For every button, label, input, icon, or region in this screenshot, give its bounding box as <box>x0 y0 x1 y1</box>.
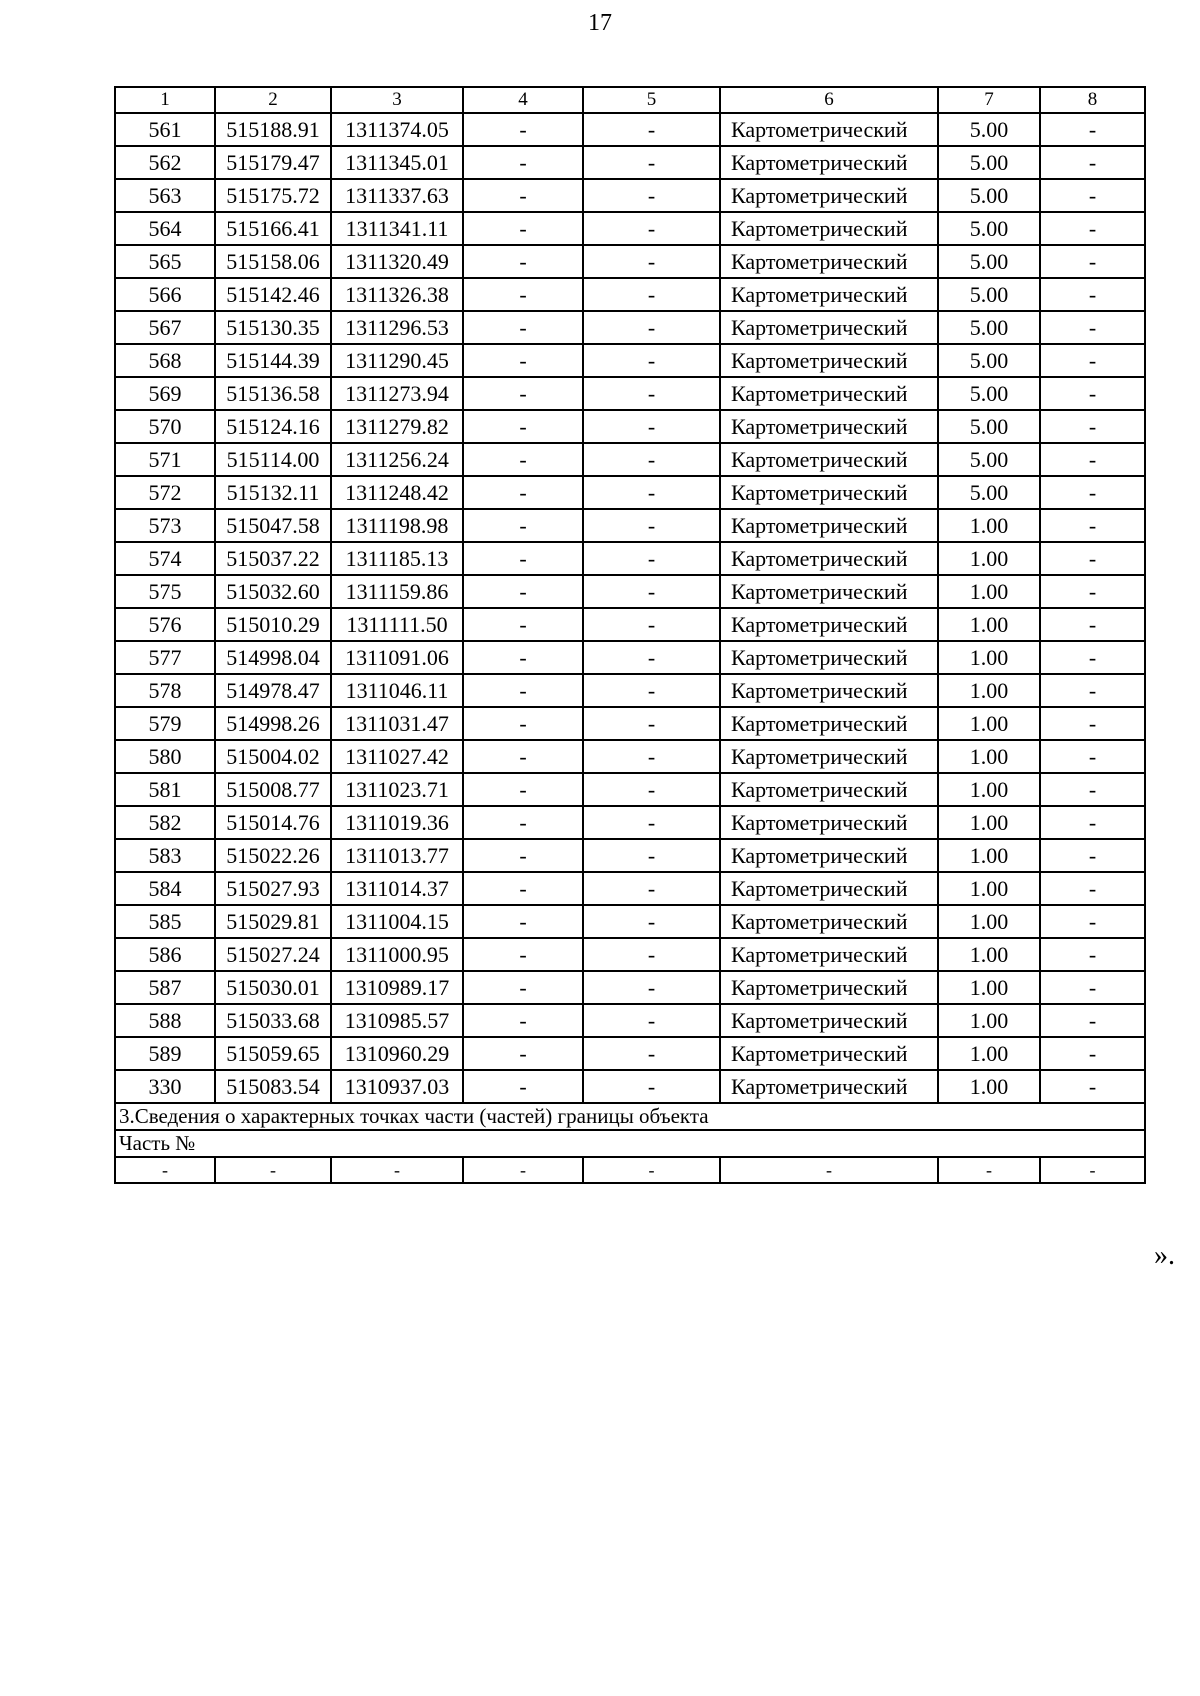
table-cell: - <box>463 773 583 806</box>
table-cell: Картометрический <box>720 179 938 212</box>
table-cell: 1311091.06 <box>331 641 463 674</box>
table-cell: 1310989.17 <box>331 971 463 1004</box>
table-cell: - <box>583 245 720 278</box>
table-cell: 565 <box>115 245 215 278</box>
table-cell: Картометрический <box>720 476 938 509</box>
table-cell: 1.00 <box>938 971 1040 1004</box>
table-row <box>115 740 1145 773</box>
table-cell: 1311374.05 <box>331 113 463 146</box>
table-cell: - <box>720 1157 938 1183</box>
table-cell: 5.00 <box>938 311 1040 344</box>
table-cell: Картометрический <box>720 773 938 806</box>
table-cell: 1311248.42 <box>331 476 463 509</box>
table-cell: - <box>583 443 720 476</box>
table-cell: 1311013.77 <box>331 839 463 872</box>
table-cell: 580 <box>115 740 215 773</box>
table-cell: 570 <box>115 410 215 443</box>
table-cell: Картометрический <box>720 872 938 905</box>
table-cell: - <box>1040 641 1145 674</box>
table-cell: 515059.65 <box>215 1037 331 1070</box>
table-cell: Картометрический <box>720 608 938 641</box>
table-cell: 583 <box>115 839 215 872</box>
table-cell: - <box>463 608 583 641</box>
table-cell: 1311004.15 <box>331 905 463 938</box>
table-row <box>115 344 1145 377</box>
table-cell: Картометрический <box>720 344 938 377</box>
table-cell: - <box>1040 1037 1145 1070</box>
table-cell: 515010.29 <box>215 608 331 641</box>
table-cell: Картометрический <box>720 212 938 245</box>
table-cell: Картометрический <box>720 410 938 443</box>
table-cell: 515179.47 <box>215 146 331 179</box>
table-cell: - <box>463 509 583 542</box>
table-cell: - <box>1040 443 1145 476</box>
table-cell: - <box>463 179 583 212</box>
table-cell: Картометрический <box>720 905 938 938</box>
column-header: 3 <box>331 87 463 113</box>
table-cell: - <box>1040 146 1145 179</box>
table-cell: - <box>1040 1157 1145 1183</box>
empty-part-row <box>115 1157 1145 1183</box>
table-cell: - <box>463 872 583 905</box>
table-row <box>115 839 1145 872</box>
table-cell: Картометрический <box>720 1070 938 1103</box>
table-cell: - <box>1040 905 1145 938</box>
table-cell: Картометрический <box>720 245 938 278</box>
table-cell: 1311046.11 <box>331 674 463 707</box>
table-cell: 1311111.50 <box>331 608 463 641</box>
table-cell: Картометрический <box>720 641 938 674</box>
table-cell: 5.00 <box>938 179 1040 212</box>
table-cell: 1311290.45 <box>331 344 463 377</box>
table-cell: - <box>215 1157 331 1183</box>
table-cell: - <box>463 971 583 1004</box>
table-cell: 576 <box>115 608 215 641</box>
column-header: 4 <box>463 87 583 113</box>
table-cell: 569 <box>115 377 215 410</box>
table-cell: 1311014.37 <box>331 872 463 905</box>
table-cell: 579 <box>115 707 215 740</box>
table-cell: - <box>463 542 583 575</box>
table-cell: - <box>583 1157 720 1183</box>
table-cell: 1311296.53 <box>331 311 463 344</box>
table-cell: 515136.58 <box>215 377 331 410</box>
table-cell: - <box>463 641 583 674</box>
table-cell: - <box>1040 278 1145 311</box>
table-row <box>115 113 1145 146</box>
table-cell: 562 <box>115 146 215 179</box>
table-cell: - <box>463 344 583 377</box>
table-cell: - <box>583 113 720 146</box>
table-cell: - <box>1040 179 1145 212</box>
table-cell: - <box>463 146 583 179</box>
table-row <box>115 1004 1145 1037</box>
table-cell: 575 <box>115 575 215 608</box>
table-cell: 1310960.29 <box>331 1037 463 1070</box>
table-cell: 1.00 <box>938 542 1040 575</box>
table-row <box>115 707 1145 740</box>
table-cell: 5.00 <box>938 113 1040 146</box>
table-row <box>115 245 1145 278</box>
table-cell: 5.00 <box>938 443 1040 476</box>
table-cell: 1311256.24 <box>331 443 463 476</box>
table-cell: - <box>1040 674 1145 707</box>
table-cell: - <box>583 872 720 905</box>
table-cell: 1.00 <box>938 938 1040 971</box>
table-row <box>115 1037 1145 1070</box>
table-cell: - <box>463 707 583 740</box>
table-cell: 588 <box>115 1004 215 1037</box>
table-cell: - <box>1040 938 1145 971</box>
table-cell: - <box>463 839 583 872</box>
table-cell: 515142.46 <box>215 278 331 311</box>
table-cell: 1311345.01 <box>331 146 463 179</box>
table-cell: Картометрический <box>720 311 938 344</box>
table-cell: 564 <box>115 212 215 245</box>
table-cell: Картометрический <box>720 1037 938 1070</box>
table-cell: 5.00 <box>938 476 1040 509</box>
table-row <box>115 575 1145 608</box>
table-cell: 571 <box>115 443 215 476</box>
table-cell: - <box>583 179 720 212</box>
table-cell: - <box>1040 113 1145 146</box>
table-cell: 515022.26 <box>215 839 331 872</box>
table-cell: 515033.68 <box>215 1004 331 1037</box>
table-cell: - <box>463 905 583 938</box>
table-cell: 514978.47 <box>215 674 331 707</box>
table-cell: Картометрический <box>720 377 938 410</box>
table-cell: - <box>463 806 583 839</box>
table-row <box>115 509 1145 542</box>
table-cell: 515027.93 <box>215 872 331 905</box>
table-cell: 5.00 <box>938 278 1040 311</box>
table-row <box>115 410 1145 443</box>
column-header: 5 <box>583 87 720 113</box>
table-cell: - <box>583 1070 720 1103</box>
table-cell: - <box>463 410 583 443</box>
column-header-row <box>115 87 1145 113</box>
table-cell: 1311273.94 <box>331 377 463 410</box>
table-cell: Картометрический <box>720 740 938 773</box>
table-cell: - <box>463 278 583 311</box>
table-cell: 330 <box>115 1070 215 1103</box>
table-cell: 5.00 <box>938 212 1040 245</box>
table-cell: - <box>115 1157 215 1183</box>
table-cell: 1.00 <box>938 1004 1040 1037</box>
table-cell: - <box>1040 509 1145 542</box>
table-cell: 577 <box>115 641 215 674</box>
table-cell: 515144.39 <box>215 344 331 377</box>
table-row <box>115 905 1145 938</box>
table-cell: Картометрический <box>720 707 938 740</box>
table-cell: - <box>583 575 720 608</box>
table-cell: 584 <box>115 872 215 905</box>
table-cell: 515032.60 <box>215 575 331 608</box>
table-cell: - <box>583 212 720 245</box>
table-cell: 1311000.95 <box>331 938 463 971</box>
table-cell: 1.00 <box>938 608 1040 641</box>
table-cell: 515158.06 <box>215 245 331 278</box>
table-cell: 572 <box>115 476 215 509</box>
table-cell: 1311159.86 <box>331 575 463 608</box>
table-cell: - <box>583 377 720 410</box>
table-cell: 515004.02 <box>215 740 331 773</box>
column-header: 7 <box>938 87 1040 113</box>
table-cell: Картометрический <box>720 146 938 179</box>
table-cell: - <box>1040 311 1145 344</box>
table-cell: Картометрический <box>720 443 938 476</box>
table-cell: 574 <box>115 542 215 575</box>
table-cell: Картометрический <box>720 542 938 575</box>
table-cell: 582 <box>115 806 215 839</box>
table-cell: 566 <box>115 278 215 311</box>
table-cell: - <box>1040 377 1145 410</box>
table-cell: - <box>463 740 583 773</box>
table-row <box>115 212 1145 245</box>
table-row <box>115 179 1145 212</box>
table-row <box>115 311 1145 344</box>
table-cell: - <box>1040 806 1145 839</box>
table-cell: Картометрический <box>720 113 938 146</box>
table-cell: 5.00 <box>938 410 1040 443</box>
table-cell: 515014.76 <box>215 806 331 839</box>
table-cell: 1311341.11 <box>331 212 463 245</box>
table-cell: - <box>463 377 583 410</box>
table-cell: Картометрический <box>720 938 938 971</box>
part-label: Часть № <box>115 1130 1145 1157</box>
table-row <box>115 641 1145 674</box>
table-cell: 587 <box>115 971 215 1004</box>
table-cell: 563 <box>115 179 215 212</box>
table-cell: 561 <box>115 113 215 146</box>
table-row <box>115 542 1145 575</box>
table-cell: - <box>463 575 583 608</box>
table-cell: - <box>463 1070 583 1103</box>
table-cell: - <box>583 278 720 311</box>
table-cell: 5.00 <box>938 146 1040 179</box>
table-cell: 515130.35 <box>215 311 331 344</box>
table-cell: 1311019.36 <box>331 806 463 839</box>
table-cell: Картометрический <box>720 509 938 542</box>
table-cell: Картометрический <box>720 674 938 707</box>
table-cell: 1.00 <box>938 509 1040 542</box>
column-header: 2 <box>215 87 331 113</box>
table-cell: - <box>583 410 720 443</box>
table-cell: 585 <box>115 905 215 938</box>
table-cell: - <box>1040 1070 1145 1103</box>
table-cell: 5.00 <box>938 377 1040 410</box>
table-cell: 1311023.71 <box>331 773 463 806</box>
table-cell: - <box>583 971 720 1004</box>
table-cell: 515030.01 <box>215 971 331 1004</box>
table-cell: 578 <box>115 674 215 707</box>
table-cell: Картометрический <box>720 971 938 1004</box>
table-cell: - <box>463 311 583 344</box>
table-cell: 1.00 <box>938 839 1040 872</box>
column-header: 1 <box>115 87 215 113</box>
table-cell: 515114.00 <box>215 443 331 476</box>
table-cell: 1311185.13 <box>331 542 463 575</box>
table-row <box>115 608 1145 641</box>
table-cell: - <box>583 542 720 575</box>
table-cell: 568 <box>115 344 215 377</box>
table-cell: - <box>583 905 720 938</box>
table-cell: - <box>1040 344 1145 377</box>
table-cell: - <box>583 509 720 542</box>
part-row <box>115 1130 1145 1157</box>
section-title-row <box>115 1103 1145 1130</box>
table-cell: 1310937.03 <box>331 1070 463 1103</box>
table-row <box>115 146 1145 179</box>
table-cell: - <box>331 1157 463 1183</box>
table-cell: - <box>463 1004 583 1037</box>
table-cell: - <box>583 806 720 839</box>
table-cell: 589 <box>115 1037 215 1070</box>
table-cell: 1311279.82 <box>331 410 463 443</box>
table-cell: - <box>1040 542 1145 575</box>
table-cell: 1.00 <box>938 740 1040 773</box>
table-body <box>115 87 1145 1183</box>
table-cell: 515083.54 <box>215 1070 331 1103</box>
table-cell: 1311326.38 <box>331 278 463 311</box>
table-cell: 1.00 <box>938 773 1040 806</box>
table-cell: - <box>1040 1004 1145 1037</box>
table-cell: 1.00 <box>938 806 1040 839</box>
coordinates-table <box>114 86 1146 1184</box>
table-cell: 515166.41 <box>215 212 331 245</box>
table-cell: - <box>583 311 720 344</box>
table-row <box>115 377 1145 410</box>
table-row <box>115 476 1145 509</box>
table-cell: - <box>463 1037 583 1070</box>
table-cell: - <box>583 938 720 971</box>
table-cell: - <box>463 245 583 278</box>
table-cell: 1.00 <box>938 674 1040 707</box>
table-cell: - <box>463 212 583 245</box>
table-cell: 1311198.98 <box>331 509 463 542</box>
table-cell: Картометрический <box>720 1004 938 1037</box>
table-cell: - <box>583 1004 720 1037</box>
table-cell: - <box>938 1157 1040 1183</box>
table-cell: 1311027.42 <box>331 740 463 773</box>
table-cell: - <box>583 641 720 674</box>
table-cell: - <box>1040 212 1145 245</box>
table-cell: 515029.81 <box>215 905 331 938</box>
table-cell: 515132.11 <box>215 476 331 509</box>
table-cell: - <box>463 938 583 971</box>
table-cell: - <box>1040 872 1145 905</box>
table-cell: - <box>1040 410 1145 443</box>
table-cell: 1.00 <box>938 872 1040 905</box>
table-cell: - <box>463 1157 583 1183</box>
table-cell: 1310985.57 <box>331 1004 463 1037</box>
table-cell: 514998.04 <box>215 641 331 674</box>
table-cell: 1311337.63 <box>331 179 463 212</box>
table-cell: - <box>583 707 720 740</box>
table-cell: 581 <box>115 773 215 806</box>
table-cell: - <box>1040 971 1145 1004</box>
table-cell: 514998.26 <box>215 707 331 740</box>
table-row <box>115 278 1145 311</box>
table-cell: 1.00 <box>938 575 1040 608</box>
table-cell: 1.00 <box>938 707 1040 740</box>
table-cell: - <box>1040 740 1145 773</box>
page-number: 17 <box>588 10 612 36</box>
table-row <box>115 773 1145 806</box>
table-row <box>115 872 1145 905</box>
table-cell: 1.00 <box>938 641 1040 674</box>
table-cell: 515027.24 <box>215 938 331 971</box>
table-cell: 515188.91 <box>215 113 331 146</box>
table-cell: 586 <box>115 938 215 971</box>
table-cell: - <box>583 1037 720 1070</box>
table-cell: Картометрический <box>720 278 938 311</box>
table-row <box>115 971 1145 1004</box>
table-cell: 515037.22 <box>215 542 331 575</box>
table-cell: 5.00 <box>938 344 1040 377</box>
table-row <box>115 443 1145 476</box>
table-cell: - <box>583 740 720 773</box>
section-title: 3.Сведения о характерных точках части (частей) границы объекта <box>115 1103 1145 1130</box>
table-cell: - <box>583 476 720 509</box>
table-cell: - <box>1040 575 1145 608</box>
table-cell: 1311031.47 <box>331 707 463 740</box>
column-header: 6 <box>720 87 938 113</box>
table-cell: - <box>1040 839 1145 872</box>
table-cell: 515124.16 <box>215 410 331 443</box>
table-cell: 567 <box>115 311 215 344</box>
table-cell: Картометрический <box>720 806 938 839</box>
table-cell: - <box>463 476 583 509</box>
table-cell: 515175.72 <box>215 179 331 212</box>
table-cell: 515008.77 <box>215 773 331 806</box>
table-cell: - <box>463 443 583 476</box>
table-row <box>115 806 1145 839</box>
table-cell: - <box>583 674 720 707</box>
table-cell: Картометрический <box>720 575 938 608</box>
table-cell: - <box>1040 608 1145 641</box>
table-cell: 1.00 <box>938 905 1040 938</box>
table-cell: - <box>583 839 720 872</box>
table-cell: - <box>583 344 720 377</box>
table-row <box>115 1070 1145 1103</box>
table-cell: Картометрический <box>720 839 938 872</box>
table-cell: - <box>1040 476 1145 509</box>
table-cell: - <box>583 773 720 806</box>
table-row <box>115 674 1145 707</box>
table-cell: 573 <box>115 509 215 542</box>
table-cell: - <box>1040 707 1145 740</box>
table-cell: 5.00 <box>938 245 1040 278</box>
table-cell: 1.00 <box>938 1070 1040 1103</box>
table-cell: - <box>463 113 583 146</box>
table-cell: - <box>1040 245 1145 278</box>
table-cell: - <box>583 146 720 179</box>
column-header: 8 <box>1040 87 1145 113</box>
table-cell: 1311320.49 <box>331 245 463 278</box>
table-row <box>115 938 1145 971</box>
closing-quote: ». <box>1154 1240 1175 1271</box>
table-cell: - <box>1040 773 1145 806</box>
table-cell: - <box>463 674 583 707</box>
table-cell: 515047.58 <box>215 509 331 542</box>
table-cell: 1.00 <box>938 1037 1040 1070</box>
table-cell: - <box>583 608 720 641</box>
